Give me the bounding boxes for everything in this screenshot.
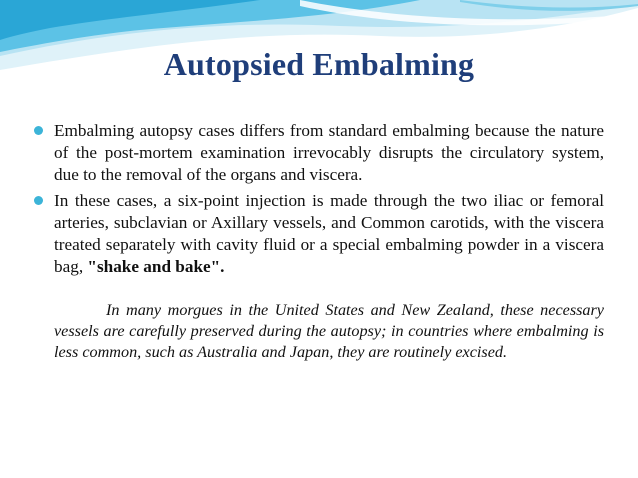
bullet-bold-phrase: "shake and bake". <box>87 257 225 276</box>
bullet-item-2 <box>34 190 604 278</box>
italic-note-paragraph <box>34 300 604 363</box>
bullet-icon <box>34 196 43 205</box>
slide-title: Autopsied Embalming <box>163 46 475 82</box>
slide-body <box>34 120 604 379</box>
bullet-text-2: In these cases, a six-point injection is made through the two iliac or femoral arteries, subclavian or Axillary vessels, and Common carotids, with the viscera treated separately with cavity fluid or a special embalming powder in a viscera bag, <box>54 191 604 276</box>
bullet-item-1 <box>34 120 604 186</box>
italic-note-text: In many morgues in the United States and New Zealand, these necessary vessels are carefully preserved during the autopsy; in countries where embalming is less common, such as Australia and Japan, they are routinely excised. <box>54 301 604 361</box>
bullet-icon <box>34 126 43 135</box>
bullet-text-1: Embalming autopsy cases differs from standard embalming because the nature of the post-mortem examination irrevocably disrupts the circulatory system, due to the removal of the organs and viscera. <box>54 121 604 184</box>
